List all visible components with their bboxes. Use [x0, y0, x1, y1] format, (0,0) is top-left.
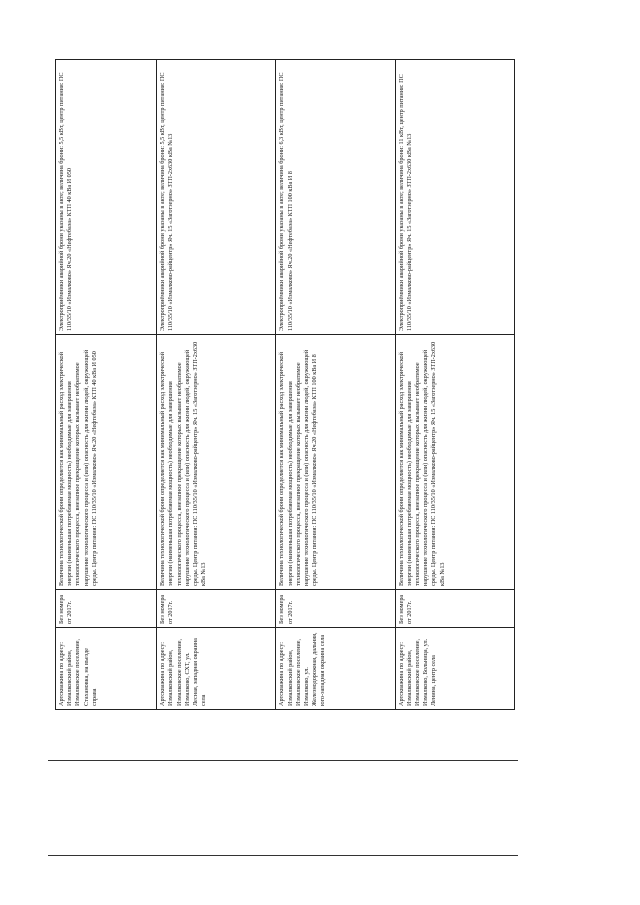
backup-power-table	[55, 59, 515, 710]
table-row	[276, 60, 395, 710]
table-row	[395, 60, 514, 710]
cell-address: Артскважина по адресу: Измалковский район, Измалковское поселение, Измалково, СХТ, ул. Лесная, западная окраина села	[157, 628, 276, 710]
cell-emergency-reserve: Электроприёмники аварийной брони указаны в акте; величина брони: 5,5 кВт, центр питания: ПС 110/35/10 «Измалково-райцентр» Яч. 15 «Заготзерно» ЗТП-2х630 кВа №13	[157, 60, 276, 335]
cell-act-number: Без номера от 2017г.	[276, 590, 395, 628]
cell-address: Артскважина по адресу: Измалковский район, Измалковское поселение, Измалково, ул. Железнодорожная, дальняя, юго-западная окраина села	[276, 628, 395, 710]
divider-line-upper	[48, 760, 518, 761]
cell-act-number: Без номера от 2017г.	[157, 590, 276, 628]
cell-emergency-reserve: Электроприёмники аварийной брони указаны в акте; величина брони: 5,5 кВт, центр питания: ПС 110/35/10 «Измалково» Яч.20 «Нефтебаза» КТП 40 кВа И 050	[56, 60, 157, 335]
cell-act-number: Без номера от 2017г.	[395, 590, 514, 628]
cell-technological-reserve: Величина технологической брони определяется как минимальный расход электрической энергии (наименьшая потребляемая мощность) необходимые для завершения технологического процесса, внезапное прекращение которых вызывает необратимое нарушение технологического процесса и (или) опасность для жизни людей, окружающей среды. Центр питания: ПС 110/35/10 «Измалково» Яч.20 «Нефтебаза» КТП 100 кВа И 8	[276, 335, 395, 590]
cell-emergency-reserve: Электроприёмники аварийной брони указаны в акте; величина брони: 6,3 кВт, центр питания: ПС 110/35/10 «Измалково» Яч.20 «Нефтебаза» КТП 100 кВа И 8	[276, 60, 395, 335]
table-row	[56, 60, 157, 710]
rotated-table-sheet	[55, 60, 515, 710]
cell-act-number: Без номера от 2017г.	[56, 590, 157, 628]
cell-technological-reserve: Величина технологической брони определяется как минимальный расход электрической энергии (наименьшая потребляемая мощность) необходимые для завершения технологического процесса, внезапное прекращение которых вызывает необратимое нарушение технологического процесса и (или) опасность для жизни людей, окружающей среды. Центр питания: ПС 110/35/10 «Измалково-райцентр» Яч. 15 «Заготзерно» ЗТП-2х630 кВа №13	[157, 335, 276, 590]
cell-technological-reserve: Величина технологической брони определяется как минимальный расход электрической энергии (наименьшая потребляемая мощность) необходимые для завершения технологического процесса, внезапное прекращение которых вызывает необратимое нарушение технологического процесса и (или) опасность для жизни людей, окружающей среды. Центр питания: ПС 110/35/10 «Измалково» Яч.20 «Нефтебаза» КТП 40 кВа И 050	[56, 335, 157, 590]
cell-address: Артскважина по адресу: Измалковский район, Измалковское поселение, Стахановка, на въезде справа	[56, 628, 157, 710]
cell-technological-reserve: Величина технологической брони определяется как минимальный расход электрической энергии (наименьшая потребляемая мощность) необходимые для завершения технологического процесса, внезапное прекращение которых вызывает необратимое нарушение технологического процесса и (или) опасность для жизни людей, окружающей среды. Центр питания: ПС 110/35/10 «Измалково-райцентр» Яч. 15 «Заготзерно» ЗТП-2х630 кВа №13	[395, 335, 514, 590]
cell-address: Артскважина по адресу: Измалковский район, Измалковское поселение, Измалково, Больница, ул. Ленина, центр села	[395, 628, 514, 710]
table-row	[157, 60, 276, 710]
cell-emergency-reserve: Электроприёмники аварийной брони указаны в акте; величина брони: 11 кВт, центр питания: ПС 110/35/10 «Измалково-райцентр» Яч. 15 «Заготзерно» ЗТП-2х630 кВа №13	[395, 60, 514, 335]
divider-line-lower	[48, 855, 518, 856]
